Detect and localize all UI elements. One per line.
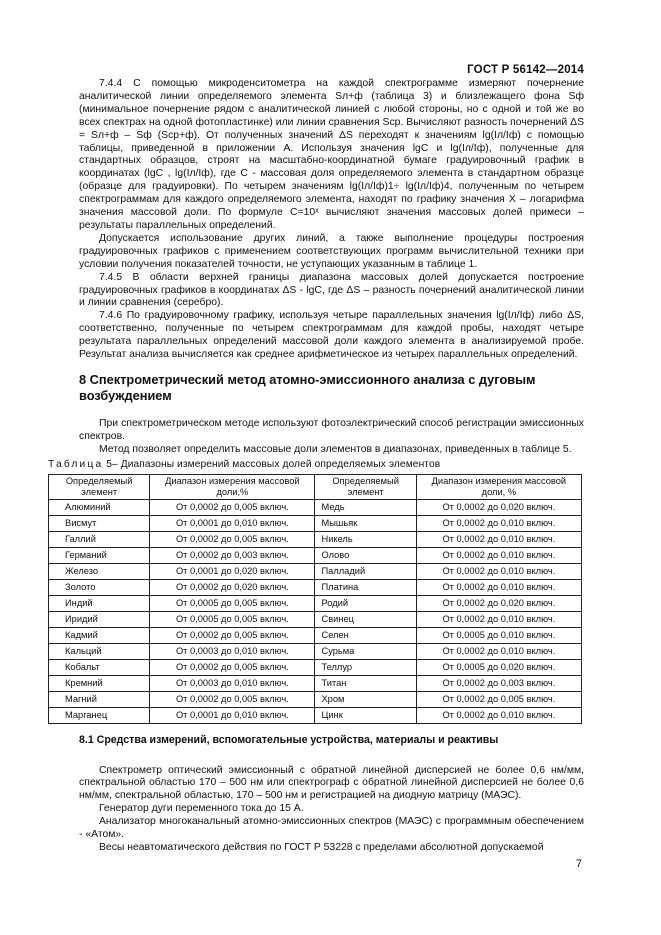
- table-row: [49, 515, 582, 531]
- table-5-caption: [48, 459, 584, 472]
- paragraph-generator: Генератор дуги переменного тока до 15 А.: [99, 803, 304, 815]
- cell-range-2: От 0,0002 до 0,003 включ.: [416, 675, 581, 691]
- cell-element: Кадмий: [49, 627, 150, 643]
- cell-range: От 0,0001 до 0,010 включ.: [150, 515, 315, 531]
- cell-range: От 0,0005 до 0,005 включ.: [150, 611, 315, 627]
- paragraph-8-method: Метод позволяет определить массовые доли элементов в диапазонах, приведенных в таблице 5.: [99, 443, 572, 455]
- paragraph-spectrometer: Спектрометр оптический эмиссионный с обратной линейной дисперсией не более 0,6 нм/мм, спектральной областью 170 – 500 нм или спектрограф с обратной линейной дисперсией не более 0,6 нм/мм, спектральной областью, 170 – 500 нм и регистрацией на диодную матрицу (МАЭС).: [79, 764, 584, 802]
- table-row: [49, 531, 582, 547]
- cell-element: Иридий: [49, 611, 150, 627]
- cell-element: Германий: [49, 547, 150, 563]
- section-8-heading: 8 Спектрометрический метод атомно-эмиссионного анализа с дуговым возбуждением: [79, 371, 536, 403]
- cell-range-2: От 0,0002 до 0,010 включ.: [416, 563, 581, 579]
- cell-element-2: Мышьяк: [315, 515, 416, 531]
- table-row: [49, 547, 582, 563]
- paragraph-7-4-5: 7.4.5 В области верхней границы диапазона массовых долей допускается построение градуировочных графиков в координатах ΔS - lgC, где ΔS – разность почернений аналитической линии и линии сравнения (серебро).: [79, 271, 584, 309]
- table-row: [49, 627, 582, 643]
- cell-range-2: От 0,0002 до 0,020 включ.: [416, 499, 581, 515]
- cell-range-2: От 0,0002 до 0,010 включ.: [416, 547, 581, 563]
- paragraph-scales: Весы неавтоматического действия по ГОСТ Р 53228 с пределами абсолютной допускаемой: [99, 842, 544, 853]
- header-range: Диапазон измерения массовой доли,%: [150, 474, 315, 499]
- table-row: [49, 643, 582, 659]
- page-content: [48, 78, 584, 855]
- table-row: [49, 691, 582, 707]
- header-element: Определяемый элемент: [49, 474, 150, 499]
- cell-element-2: Титан: [315, 675, 416, 691]
- cell-element: Золото: [49, 579, 150, 595]
- cell-range: От 0,0002 до 0,005 включ.: [150, 531, 315, 547]
- cell-range: От 0,0003 до 0,010 включ.: [150, 675, 315, 691]
- cell-range: От 0,0005 до 0,005 включ.: [150, 595, 315, 611]
- cell-element: Магний: [49, 691, 150, 707]
- cell-range: От 0,0003 до 0,010 включ.: [150, 643, 315, 659]
- cell-element-2: Никель: [315, 531, 416, 547]
- table-row: [49, 675, 582, 691]
- table-body: [49, 499, 582, 723]
- cell-range: От 0,0002 до 0,005 включ.: [150, 659, 315, 675]
- cell-element-2: Платина: [315, 579, 416, 595]
- paragraph-7-4-4: 7.4.4 С помощью микроденситометра на каждой спектрограмме измеряют почернение аналитической линии определяемого элемента Sл+ф (таблица 3) и близлежащего фона Sф (минимальное почернение рядом с аналитической линией с любой стороны, но с одной и той же во всех спектрах на одной фотопластинке) или линии сравнения Sср. Вычисляют разность почернений ΔS = Sл+ф – Sф (Sср+ф). От полученных значений ΔS переходят к значениям lg(Iл/Iф) с помощью таблицы, приведенной в приложении А. Используя значения lgC и lg(Iл/Iф), полученные для стандартных образцов, строят на масштабно-координатной бумаге градуировочный график в координатах (lgC , lg(Iл/Iф), где С - массовая доля определяемого элемента в стандартном образце (образце для градуировки). По четырем значениям lg(Iл/Iф)1÷ lg(Iл/Iф)4, полученным по четырем спектрограммам для каждого определяемого элемента, находят по графику значения X – логарифма значения массовой доли. По формуле С=10ˣ вычисляют значения массовых долей примеси – результаты параллельных определений.: [79, 78, 584, 231]
- cell-element: Индий: [49, 595, 150, 611]
- table-caption-text: 5– Диапазоны измерений массовых долей определяемых элементов: [103, 458, 441, 470]
- cell-element-2: Медь: [315, 499, 416, 515]
- table-5: [48, 474, 582, 724]
- cell-range: От 0,0001 до 0,020 включ.: [150, 563, 315, 579]
- cell-range-2: От 0,0002 до 0,010 включ.: [416, 531, 581, 547]
- cell-element-2: Свинец: [315, 611, 416, 627]
- table-row: [49, 499, 582, 515]
- cell-element: Кремний: [49, 675, 150, 691]
- table-row: [49, 611, 582, 627]
- header-range-2: Диапазон измерения массовой доли, %: [416, 474, 581, 499]
- table-row: [49, 595, 582, 611]
- cell-element-2: Сурьма: [315, 643, 416, 659]
- cell-range: От 0,0002 до 0,005 включ.: [150, 499, 315, 515]
- cell-range-2: От 0,0005 до 0,020 включ.: [416, 659, 581, 675]
- cell-element-2: Теллур: [315, 659, 416, 675]
- cell-element-2: Цинк: [315, 707, 416, 723]
- cell-element-2: Селен: [315, 627, 416, 643]
- cell-element-2: Олово: [315, 547, 416, 563]
- cell-range-2: От 0,0002 до 0,005 включ.: [416, 691, 581, 707]
- cell-range-2: От 0,0002 до 0,020 включ.: [416, 595, 581, 611]
- page-number: 7: [575, 858, 582, 870]
- cell-range-2: От 0,0002 до 0,010 включ.: [416, 611, 581, 627]
- cell-element: Галлий: [49, 531, 150, 547]
- cell-element-2: Хром: [315, 691, 416, 707]
- cell-range: От 0,0001 до 0,010 включ.: [150, 707, 315, 723]
- paragraph-7-4-6: 7.4.6 По градуировочному графику, используя четыре параллельных значения lg(Iл/Iф) либо ΔS, соответственно, полученные по четырем спектрограммам для каждой пробы, находят четыре результата параллельных определений массовой доли каждого элемента в анализируемой пробе. Результат анализа вычисляется как среднее арифметическое из четырех параллельных определений.: [79, 310, 584, 361]
- cell-element: Висмут: [49, 515, 150, 531]
- cell-element-2: Родий: [315, 595, 416, 611]
- cell-element: Алюминий: [49, 499, 150, 515]
- section-8-1-heading: 8.1 Средства измерений, вспомогательные устройства, материалы и реактивы: [79, 733, 499, 746]
- cell-range-2: От 0,0002 до 0,010 включ.: [416, 707, 581, 723]
- cell-element: Железо: [49, 563, 150, 579]
- paragraph-analyzer: Анализатор многоканальный атомно-эмиссионных спектров (МАЭС) с программным обеспечением - «Атом».: [79, 816, 584, 841]
- cell-element: Кобальт: [49, 659, 150, 675]
- cell-element-2: Палладий: [315, 563, 416, 579]
- paragraph-allowed: Допускается использование других линий, а также выполнение процедуры построения градуировочных графиков с применением соответствующих программ вычислительной техники при условии получения показателей точности, не уступающих указанным в таблице 1.: [79, 232, 584, 270]
- table-row: [49, 659, 582, 675]
- cell-range-2: От 0,0002 до 0,010 включ.: [416, 643, 581, 659]
- standard-code-header: ГОСТ Р 56142—2014: [467, 64, 584, 76]
- table-header-row: [49, 474, 582, 499]
- cell-range: От 0,0002 до 0,003 включ.: [150, 547, 315, 563]
- table-row: [49, 707, 582, 723]
- cell-range-2: От 0,0005 до 0,010 включ.: [416, 627, 581, 643]
- cell-range-2: От 0,0002 до 0,010 включ.: [416, 579, 581, 595]
- cell-range: От 0,0002 до 0,005 включ.: [150, 691, 315, 707]
- cell-element: Марганец: [49, 707, 150, 723]
- cell-element: Кальций: [49, 643, 150, 659]
- table-row: [49, 563, 582, 579]
- cell-range-2: От 0,0002 до 0,010 включ.: [416, 515, 581, 531]
- paragraph-8-intro: При спектрометрическом методе используют фотоэлектрический способ регистрации эмиссионных спектров.: [79, 417, 584, 442]
- table-row: [49, 579, 582, 595]
- table-caption-word: Таблица: [48, 458, 104, 470]
- cell-range: От 0,0002 до 0,020 включ.: [150, 579, 315, 595]
- cell-range: От 0,0002 до 0,005 включ.: [150, 627, 315, 643]
- header-element-2: Определяемый элемент: [315, 474, 416, 499]
